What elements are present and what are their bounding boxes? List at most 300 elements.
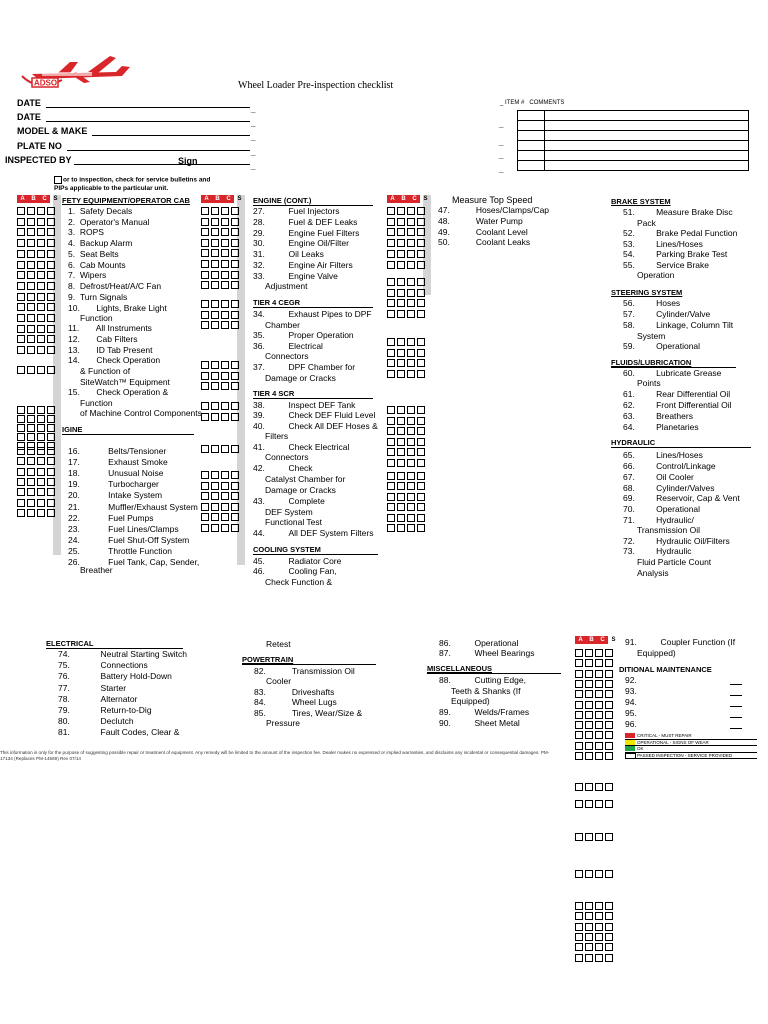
rating-checkbox[interactable] <box>397 338 405 346</box>
rating-checkbox[interactable] <box>595 912 603 920</box>
rating-checkbox[interactable] <box>387 482 395 490</box>
rating-checkbox[interactable] <box>221 321 229 329</box>
rating-checkbox[interactable] <box>47 424 55 432</box>
rating-checkbox[interactable] <box>211 218 219 226</box>
rating-checkbox[interactable] <box>605 783 613 791</box>
rating-checkbox[interactable] <box>211 513 219 521</box>
rating-checkbox[interactable] <box>605 670 613 678</box>
rating-checkbox[interactable] <box>397 207 405 215</box>
rating-checkbox[interactable] <box>585 742 593 750</box>
rating-checkbox[interactable] <box>605 659 613 667</box>
rating-checkbox[interactable] <box>201 471 209 479</box>
rating-checkbox[interactable] <box>585 649 593 657</box>
rating-checkbox[interactable] <box>417 338 425 346</box>
rating-checkbox[interactable] <box>201 445 209 453</box>
rating-checkbox[interactable] <box>37 293 45 301</box>
comment-cell[interactable] <box>545 151 749 161</box>
rating-checkbox[interactable] <box>37 325 45 333</box>
rating-checkbox[interactable] <box>231 271 239 279</box>
date-line-2[interactable] <box>46 121 250 122</box>
rating-checkbox[interactable] <box>387 524 395 532</box>
rating-checkbox[interactable] <box>47 207 55 215</box>
rating-checkbox[interactable] <box>221 361 229 369</box>
rating-checkbox[interactable] <box>17 250 25 258</box>
rating-checkbox[interactable] <box>201 281 209 289</box>
rating-checkbox[interactable] <box>417 289 425 297</box>
rating-checkbox[interactable] <box>397 459 405 467</box>
rating-checkbox[interactable] <box>417 472 425 480</box>
rating-checkbox[interactable] <box>221 402 229 410</box>
rating-checkbox[interactable] <box>575 721 583 729</box>
rating-checkbox[interactable] <box>27 335 35 343</box>
rating-checkbox[interactable] <box>47 325 55 333</box>
additional-item-line[interactable] <box>730 717 742 718</box>
rating-checkbox[interactable] <box>231 471 239 479</box>
rating-checkbox[interactable] <box>595 943 603 951</box>
rating-checkbox[interactable] <box>47 228 55 236</box>
rating-checkbox[interactable] <box>221 482 229 490</box>
rating-checkbox[interactable] <box>397 218 405 226</box>
rating-checkbox[interactable] <box>201 503 209 511</box>
rating-checkbox[interactable] <box>575 800 583 808</box>
rating-checkbox[interactable] <box>595 731 603 739</box>
rating-checkbox[interactable] <box>605 649 613 657</box>
rating-checkbox[interactable] <box>585 752 593 760</box>
rating-checkbox[interactable] <box>201 207 209 215</box>
rating-checkbox[interactable] <box>211 228 219 236</box>
rating-checkbox[interactable] <box>211 311 219 319</box>
rating-checkbox[interactable] <box>201 372 209 380</box>
rating-checkbox[interactable] <box>27 250 35 258</box>
rating-checkbox[interactable] <box>397 514 405 522</box>
rating-checkbox[interactable] <box>407 472 415 480</box>
rating-checkbox[interactable] <box>211 402 219 410</box>
rating-checkbox[interactable] <box>387 406 395 414</box>
rating-checkbox[interactable] <box>407 218 415 226</box>
rating-checkbox[interactable] <box>387 299 395 307</box>
rating-checkbox[interactable] <box>595 870 603 878</box>
rating-checkbox[interactable] <box>407 438 415 446</box>
rating-checkbox[interactable] <box>17 228 25 236</box>
rating-checkbox[interactable] <box>231 207 239 215</box>
rating-checkbox[interactable] <box>407 448 415 456</box>
rating-checkbox[interactable] <box>201 402 209 410</box>
rating-checkbox[interactable] <box>575 933 583 941</box>
rating-checkbox[interactable] <box>231 311 239 319</box>
rating-checkbox[interactable] <box>201 482 209 490</box>
rating-checkbox[interactable] <box>417 207 425 215</box>
rating-checkbox[interactable] <box>387 427 395 435</box>
rating-checkbox[interactable] <box>605 923 613 931</box>
rating-checkbox[interactable] <box>27 366 35 374</box>
rating-checkbox[interactable] <box>37 499 45 507</box>
rating-checkbox[interactable] <box>17 447 25 455</box>
rating-checkbox[interactable] <box>17 218 25 226</box>
rating-checkbox[interactable] <box>605 742 613 750</box>
rating-checkbox[interactable] <box>585 659 593 667</box>
rating-checkbox[interactable] <box>605 690 613 698</box>
rating-checkbox[interactable] <box>417 261 425 269</box>
rating-checkbox[interactable] <box>387 472 395 480</box>
rating-checkbox[interactable] <box>417 448 425 456</box>
rating-checkbox[interactable] <box>397 370 405 378</box>
rating-checkbox[interactable] <box>211 445 219 453</box>
rating-checkbox[interactable] <box>585 670 593 678</box>
rating-checkbox[interactable] <box>595 711 603 719</box>
rating-checkbox[interactable] <box>27 261 35 269</box>
rating-checkbox[interactable] <box>27 207 35 215</box>
rating-checkbox[interactable] <box>201 239 209 247</box>
rating-checkbox[interactable] <box>221 218 229 226</box>
rating-checkbox[interactable] <box>407 459 415 467</box>
rating-checkbox[interactable] <box>575 912 583 920</box>
rating-checkbox[interactable] <box>37 366 45 374</box>
rating-checkbox[interactable] <box>595 902 603 910</box>
rating-checkbox[interactable] <box>47 346 55 354</box>
rating-checkbox[interactable] <box>47 314 55 322</box>
plate-no-line[interactable] <box>67 150 250 151</box>
rating-checkbox[interactable] <box>201 492 209 500</box>
rating-checkbox[interactable] <box>417 459 425 467</box>
rating-checkbox[interactable] <box>417 228 425 236</box>
rating-checkbox[interactable] <box>47 335 55 343</box>
rating-checkbox[interactable] <box>231 321 239 329</box>
rating-checkbox[interactable] <box>211 260 219 268</box>
rating-checkbox[interactable] <box>575 701 583 709</box>
rating-checkbox[interactable] <box>417 218 425 226</box>
rating-checkbox[interactable] <box>27 488 35 496</box>
rating-checkbox[interactable] <box>231 413 239 421</box>
rating-checkbox[interactable] <box>605 833 613 841</box>
rating-checkbox[interactable] <box>417 417 425 425</box>
rating-checkbox[interactable] <box>37 250 45 258</box>
rating-checkbox[interactable] <box>387 370 395 378</box>
additional-item-line[interactable] <box>730 706 742 707</box>
rating-checkbox[interactable] <box>17 314 25 322</box>
rating-checkbox[interactable] <box>201 249 209 257</box>
rating-checkbox[interactable] <box>585 954 593 962</box>
rating-checkbox[interactable] <box>17 457 25 465</box>
rating-checkbox[interactable] <box>397 482 405 490</box>
comment-cell[interactable] <box>545 141 749 151</box>
rating-checkbox[interactable] <box>47 303 55 311</box>
rating-checkbox[interactable] <box>17 282 25 290</box>
rating-checkbox[interactable] <box>417 299 425 307</box>
rating-checkbox[interactable] <box>17 346 25 354</box>
rating-checkbox[interactable] <box>417 239 425 247</box>
rating-checkbox[interactable] <box>211 471 219 479</box>
rating-checkbox[interactable] <box>595 690 603 698</box>
rating-checkbox[interactable] <box>231 300 239 308</box>
rating-checkbox[interactable] <box>37 406 45 414</box>
rating-checkbox[interactable] <box>585 711 593 719</box>
rating-checkbox[interactable] <box>595 923 603 931</box>
rating-checkbox[interactable] <box>27 271 35 279</box>
rating-checkbox[interactable] <box>387 514 395 522</box>
rating-checkbox[interactable] <box>47 406 55 414</box>
rating-checkbox[interactable] <box>397 278 405 286</box>
rating-checkbox[interactable] <box>27 293 35 301</box>
rating-checkbox[interactable] <box>387 310 395 318</box>
rating-checkbox[interactable] <box>595 954 603 962</box>
rating-checkbox[interactable] <box>417 438 425 446</box>
rating-checkbox[interactable] <box>221 492 229 500</box>
rating-checkbox[interactable] <box>47 271 55 279</box>
rating-checkbox[interactable] <box>231 249 239 257</box>
rating-checkbox[interactable] <box>605 933 613 941</box>
rating-checkbox[interactable] <box>231 524 239 532</box>
rating-checkbox[interactable] <box>575 954 583 962</box>
rating-checkbox[interactable] <box>231 239 239 247</box>
rating-checkbox[interactable] <box>27 314 35 322</box>
rating-checkbox[interactable] <box>201 513 209 521</box>
rating-checkbox[interactable] <box>575 649 583 657</box>
rating-checkbox[interactable] <box>387 417 395 425</box>
rating-checkbox[interactable] <box>17 468 25 476</box>
rating-checkbox[interactable] <box>407 524 415 532</box>
rating-checkbox[interactable] <box>407 239 415 247</box>
rating-checkbox[interactable] <box>387 448 395 456</box>
rating-checkbox[interactable] <box>37 488 45 496</box>
rating-checkbox[interactable] <box>221 503 229 511</box>
rating-checkbox[interactable] <box>47 366 55 374</box>
rating-checkbox[interactable] <box>595 800 603 808</box>
comment-cell[interactable] <box>545 111 749 121</box>
rating-checkbox[interactable] <box>605 912 613 920</box>
rating-checkbox[interactable] <box>575 742 583 750</box>
rating-checkbox[interactable] <box>417 310 425 318</box>
rating-checkbox[interactable] <box>211 503 219 511</box>
rating-checkbox[interactable] <box>407 228 415 236</box>
rating-checkbox[interactable] <box>221 281 229 289</box>
rating-checkbox[interactable] <box>201 228 209 236</box>
rating-checkbox[interactable] <box>201 260 209 268</box>
rating-checkbox[interactable] <box>47 468 55 476</box>
rating-checkbox[interactable] <box>397 524 405 532</box>
rating-checkbox[interactable] <box>17 239 25 247</box>
rating-checkbox[interactable] <box>407 359 415 367</box>
rating-checkbox[interactable] <box>27 415 35 423</box>
rating-checkbox[interactable] <box>211 492 219 500</box>
rating-checkbox[interactable] <box>211 281 219 289</box>
rating-checkbox[interactable] <box>407 278 415 286</box>
rating-checkbox[interactable] <box>211 239 219 247</box>
rating-checkbox[interactable] <box>27 218 35 226</box>
rating-checkbox[interactable] <box>397 239 405 247</box>
rating-checkbox[interactable] <box>47 415 55 423</box>
note-checkbox[interactable] <box>54 176 62 184</box>
rating-checkbox[interactable] <box>575 870 583 878</box>
rating-checkbox[interactable] <box>231 372 239 380</box>
rating-checkbox[interactable] <box>407 514 415 522</box>
rating-checkbox[interactable] <box>201 413 209 421</box>
rating-checkbox[interactable] <box>211 382 219 390</box>
rating-checkbox[interactable] <box>387 349 395 357</box>
rating-checkbox[interactable] <box>585 680 593 688</box>
rating-checkbox[interactable] <box>585 870 593 878</box>
rating-checkbox[interactable] <box>417 250 425 258</box>
rating-checkbox[interactable] <box>387 239 395 247</box>
rating-checkbox[interactable] <box>201 218 209 226</box>
model-make-line[interactable] <box>92 135 250 136</box>
rating-checkbox[interactable] <box>417 370 425 378</box>
rating-checkbox[interactable] <box>585 690 593 698</box>
rating-checkbox[interactable] <box>387 493 395 501</box>
rating-checkbox[interactable] <box>387 503 395 511</box>
rating-checkbox[interactable] <box>231 503 239 511</box>
rating-checkbox[interactable] <box>397 228 405 236</box>
rating-checkbox[interactable] <box>605 954 613 962</box>
comment-cell[interactable] <box>545 121 749 131</box>
rating-checkbox[interactable] <box>387 289 395 297</box>
rating-checkbox[interactable] <box>585 701 593 709</box>
rating-checkbox[interactable] <box>595 933 603 941</box>
rating-checkbox[interactable] <box>407 493 415 501</box>
item-number-cell[interactable] <box>518 151 545 161</box>
date-line[interactable] <box>46 107 250 108</box>
rating-checkbox[interactable] <box>585 902 593 910</box>
rating-checkbox[interactable] <box>387 359 395 367</box>
rating-checkbox[interactable] <box>605 680 613 688</box>
rating-checkbox[interactable] <box>595 701 603 709</box>
rating-checkbox[interactable] <box>407 299 415 307</box>
rating-checkbox[interactable] <box>585 800 593 808</box>
rating-checkbox[interactable] <box>37 314 45 322</box>
rating-checkbox[interactable] <box>201 382 209 390</box>
rating-checkbox[interactable] <box>17 207 25 215</box>
rating-checkbox[interactable] <box>585 721 593 729</box>
rating-checkbox[interactable] <box>17 293 25 301</box>
rating-checkbox[interactable] <box>397 310 405 318</box>
rating-checkbox[interactable] <box>27 325 35 333</box>
rating-checkbox[interactable] <box>231 361 239 369</box>
rating-checkbox[interactable] <box>17 303 25 311</box>
rating-checkbox[interactable] <box>17 415 25 423</box>
rating-checkbox[interactable] <box>37 415 45 423</box>
rating-checkbox[interactable] <box>17 271 25 279</box>
rating-checkbox[interactable] <box>585 833 593 841</box>
rating-checkbox[interactable] <box>211 207 219 215</box>
rating-checkbox[interactable] <box>595 659 603 667</box>
rating-checkbox[interactable] <box>387 250 395 258</box>
rating-checkbox[interactable] <box>575 833 583 841</box>
rating-checkbox[interactable] <box>37 282 45 290</box>
additional-item-line[interactable] <box>730 728 742 729</box>
rating-checkbox[interactable] <box>17 488 25 496</box>
rating-checkbox[interactable] <box>37 424 45 432</box>
rating-checkbox[interactable] <box>201 311 209 319</box>
rating-checkbox[interactable] <box>605 752 613 760</box>
rating-checkbox[interactable] <box>605 721 613 729</box>
rating-checkbox[interactable] <box>575 943 583 951</box>
rating-checkbox[interactable] <box>407 289 415 297</box>
rating-checkbox[interactable] <box>47 218 55 226</box>
rating-checkbox[interactable] <box>575 783 583 791</box>
rating-checkbox[interactable] <box>47 261 55 269</box>
item-number-cell[interactable] <box>518 161 545 171</box>
rating-checkbox[interactable] <box>27 282 35 290</box>
rating-checkbox[interactable] <box>407 261 415 269</box>
additional-item-line[interactable] <box>730 684 742 685</box>
rating-checkbox[interactable] <box>585 783 593 791</box>
rating-checkbox[interactable] <box>407 406 415 414</box>
rating-checkbox[interactable] <box>595 742 603 750</box>
rating-checkbox[interactable] <box>417 278 425 286</box>
rating-checkbox[interactable] <box>221 524 229 532</box>
rating-checkbox[interactable] <box>17 499 25 507</box>
rating-checkbox[interactable] <box>575 731 583 739</box>
rating-checkbox[interactable] <box>17 366 25 374</box>
rating-checkbox[interactable] <box>417 503 425 511</box>
rating-checkbox[interactable] <box>27 457 35 465</box>
rating-checkbox[interactable] <box>417 427 425 435</box>
rating-checkbox[interactable] <box>211 300 219 308</box>
rating-checkbox[interactable] <box>231 260 239 268</box>
rating-checkbox[interactable] <box>575 680 583 688</box>
rating-checkbox[interactable] <box>201 361 209 369</box>
rating-checkbox[interactable] <box>407 207 415 215</box>
rating-checkbox[interactable] <box>211 321 219 329</box>
rating-checkbox[interactable] <box>27 239 35 247</box>
rating-checkbox[interactable] <box>221 207 229 215</box>
rating-checkbox[interactable] <box>231 445 239 453</box>
rating-checkbox[interactable] <box>387 218 395 226</box>
rating-checkbox[interactable] <box>221 372 229 380</box>
rating-checkbox[interactable] <box>37 335 45 343</box>
rating-checkbox[interactable] <box>201 300 209 308</box>
rating-checkbox[interactable] <box>397 349 405 357</box>
rating-checkbox[interactable] <box>231 382 239 390</box>
rating-checkbox[interactable] <box>605 902 613 910</box>
rating-checkbox[interactable] <box>397 261 405 269</box>
rating-checkbox[interactable] <box>37 468 45 476</box>
rating-checkbox[interactable] <box>27 303 35 311</box>
rating-checkbox[interactable] <box>595 721 603 729</box>
rating-checkbox[interactable] <box>17 433 25 441</box>
rating-checkbox[interactable] <box>27 228 35 236</box>
rating-checkbox[interactable] <box>407 417 415 425</box>
rating-checkbox[interactable] <box>397 493 405 501</box>
rating-checkbox[interactable] <box>17 406 25 414</box>
rating-checkbox[interactable] <box>595 649 603 657</box>
rating-checkbox[interactable] <box>417 349 425 357</box>
rating-checkbox[interactable] <box>387 338 395 346</box>
rating-checkbox[interactable] <box>595 833 603 841</box>
rating-checkbox[interactable] <box>17 509 25 517</box>
rating-checkbox[interactable] <box>221 239 229 247</box>
rating-checkbox[interactable] <box>27 468 35 476</box>
rating-checkbox[interactable] <box>231 218 239 226</box>
rating-checkbox[interactable] <box>37 271 45 279</box>
rating-checkbox[interactable] <box>417 406 425 414</box>
rating-checkbox[interactable] <box>605 711 613 719</box>
rating-checkbox[interactable] <box>397 250 405 258</box>
rating-checkbox[interactable] <box>37 509 45 517</box>
rating-checkbox[interactable] <box>397 299 405 307</box>
rating-checkbox[interactable] <box>17 261 25 269</box>
rating-checkbox[interactable] <box>27 424 35 432</box>
rating-checkbox[interactable] <box>221 471 229 479</box>
rating-checkbox[interactable] <box>211 524 219 532</box>
rating-checkbox[interactable] <box>211 482 219 490</box>
rating-checkbox[interactable] <box>221 260 229 268</box>
rating-checkbox[interactable] <box>37 207 45 215</box>
rating-checkbox[interactable] <box>17 478 25 486</box>
rating-checkbox[interactable] <box>27 509 35 517</box>
rating-checkbox[interactable] <box>575 659 583 667</box>
rating-checkbox[interactable] <box>397 448 405 456</box>
rating-checkbox[interactable] <box>585 731 593 739</box>
